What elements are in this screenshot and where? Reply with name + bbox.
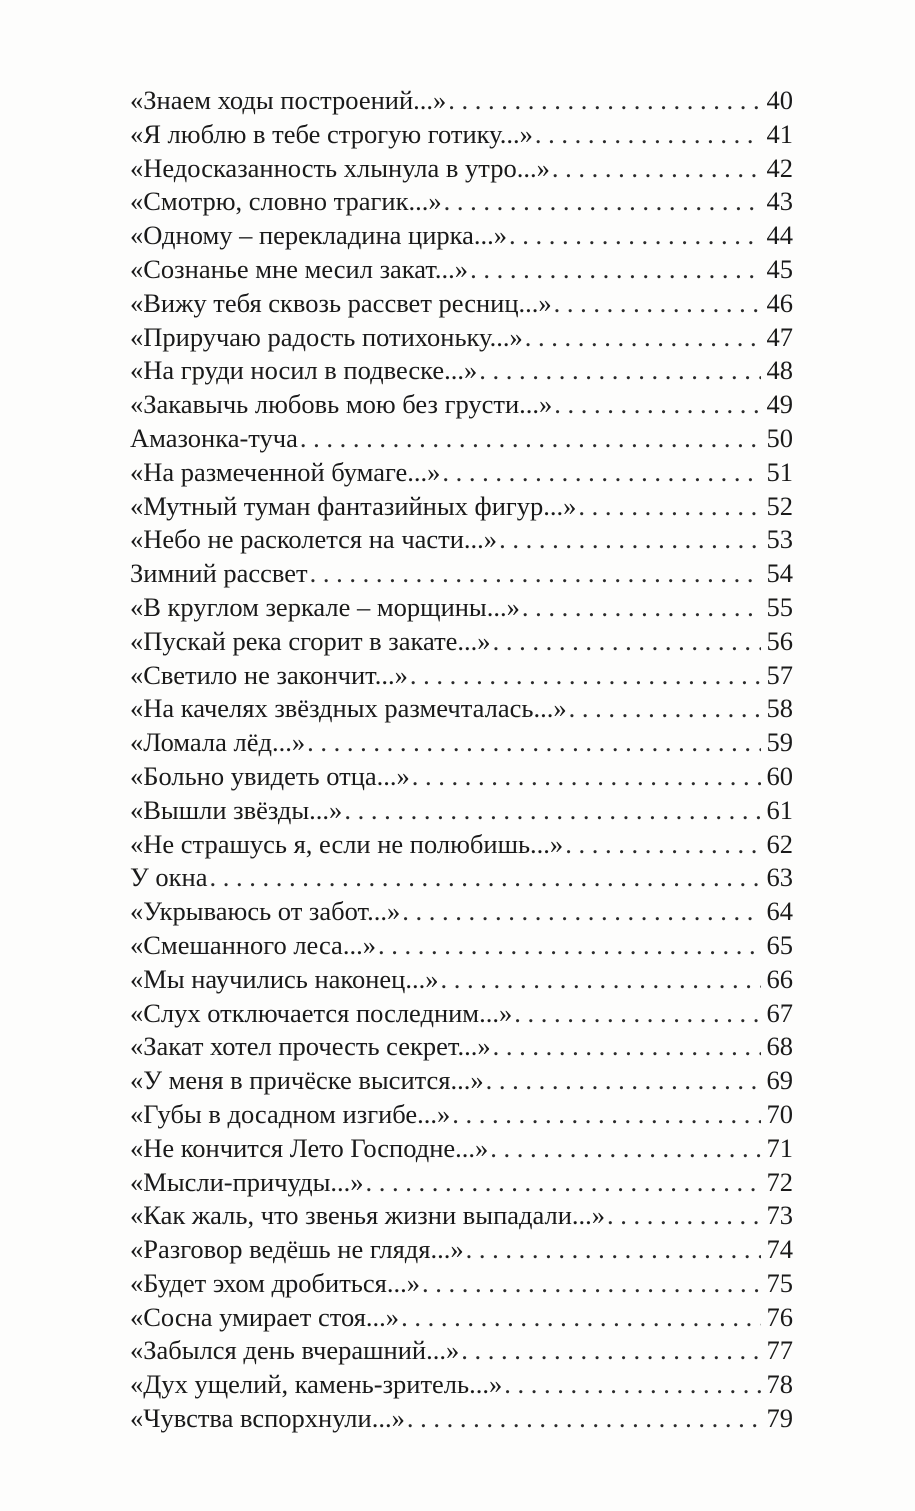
toc-entry-title: «На груди носил в подвеске...» bbox=[130, 355, 478, 386]
toc-entry-page-number: 43 bbox=[766, 186, 793, 217]
toc-entry-page-number: 54 bbox=[766, 558, 793, 589]
toc-entry-page-number: 52 bbox=[766, 490, 793, 521]
dot-leader bbox=[444, 185, 761, 219]
toc-entry-title: «Приручаю радость потихоньку...» bbox=[130, 321, 523, 352]
toc-entry bbox=[130, 185, 793, 219]
toc-entry-title: «Недосказанность хлынула в утро...» bbox=[130, 152, 550, 183]
toc-entry-title: «Сосна умирает стоя...» bbox=[130, 1301, 400, 1332]
toc-entry-title: «Небо не расколется на части...» bbox=[130, 524, 498, 555]
toc-entry bbox=[130, 1030, 793, 1064]
toc-entry-page-number: 61 bbox=[766, 794, 793, 825]
toc-entry-page-number: 58 bbox=[766, 693, 793, 724]
toc-entry-title: «Укрываюсь от забот...» bbox=[130, 896, 401, 927]
dot-leader bbox=[499, 523, 760, 557]
toc-entry bbox=[130, 1334, 793, 1368]
dot-leader bbox=[378, 929, 761, 963]
dot-leader bbox=[509, 219, 761, 253]
toc-entry-title: «Забылся день вчерашний...» bbox=[130, 1335, 460, 1366]
dot-leader bbox=[466, 1233, 761, 1267]
toc-entry-title: «Дух ущелий, камень-зритель...» bbox=[130, 1369, 503, 1400]
dot-leader bbox=[493, 1030, 761, 1064]
dot-leader bbox=[554, 388, 760, 422]
toc-entry-title: «Закавычь любовь мою без грусти...» bbox=[130, 389, 553, 420]
toc-entry bbox=[130, 456, 793, 490]
toc-entry bbox=[130, 1402, 793, 1436]
toc-entry bbox=[130, 422, 793, 456]
toc-entry-title: «Будет эхом дробиться...» bbox=[130, 1267, 420, 1298]
toc-entry-title: Зимний рассвет bbox=[130, 558, 308, 589]
toc-entry bbox=[130, 490, 793, 524]
toc-entry-page-number: 63 bbox=[766, 862, 793, 893]
toc-entry-page-number: 73 bbox=[766, 1200, 793, 1231]
toc-entry-title: «Не кончится Лето Господне...» bbox=[130, 1132, 489, 1163]
table-of-contents bbox=[130, 84, 793, 1436]
toc-entry-title: «Смешанного леса...» bbox=[130, 929, 376, 960]
toc-entry-title: «Не страшусь я, если не полюбишь...» bbox=[130, 828, 564, 859]
toc-entry bbox=[130, 963, 793, 997]
toc-entry-page-number: 67 bbox=[766, 997, 793, 1028]
toc-entry bbox=[130, 625, 793, 659]
toc-entry-page-number: 62 bbox=[766, 828, 793, 859]
toc-entry bbox=[130, 997, 793, 1031]
toc-entry-page-number: 42 bbox=[766, 152, 793, 183]
toc-entry-title: «Пускай река сгорит в закате...» bbox=[130, 625, 491, 656]
dot-leader bbox=[440, 963, 760, 997]
dot-leader bbox=[504, 1368, 760, 1402]
toc-entry-title: «Закат хотел прочесть секрет...» bbox=[130, 1031, 491, 1062]
dot-leader bbox=[554, 287, 761, 321]
dot-leader bbox=[310, 557, 761, 591]
dot-leader bbox=[412, 760, 761, 794]
toc-entry bbox=[130, 794, 793, 828]
toc-entry-title: «На размеченной бумаге...» bbox=[130, 456, 441, 487]
toc-entry-title: «Я люблю в тебе строгую готику...» bbox=[130, 118, 533, 149]
toc-entry-page-number: 56 bbox=[766, 625, 793, 656]
toc-entry bbox=[130, 1064, 793, 1098]
toc-entry bbox=[130, 557, 793, 591]
dot-leader bbox=[607, 1199, 760, 1233]
toc-entry-page-number: 79 bbox=[766, 1403, 793, 1434]
toc-entry bbox=[130, 388, 793, 422]
toc-entry bbox=[130, 692, 793, 726]
toc-entry-page-number: 66 bbox=[766, 963, 793, 994]
toc-entry-title: «Как жаль, что звенья жизни выпадали...» bbox=[130, 1200, 606, 1231]
toc-entry-page-number: 60 bbox=[766, 760, 793, 791]
dot-leader bbox=[402, 895, 760, 929]
toc-entry-page-number: 49 bbox=[766, 389, 793, 420]
toc-entry-page-number: 68 bbox=[766, 1031, 793, 1062]
toc-entry-page-number: 47 bbox=[766, 321, 793, 352]
toc-entry-title: Амазонка-туча bbox=[130, 422, 298, 453]
toc-entry-title: «Светило не закончит...» bbox=[130, 659, 408, 690]
toc-entry-title: «Чувства вспорхнули...» bbox=[130, 1403, 405, 1434]
dot-leader bbox=[490, 1132, 760, 1166]
toc-entry bbox=[130, 152, 793, 186]
toc-entry bbox=[130, 253, 793, 287]
dot-leader bbox=[407, 1402, 761, 1436]
toc-entry-title: «Одному – перекладина цирка...» bbox=[130, 220, 507, 251]
toc-entry bbox=[130, 219, 793, 253]
toc-entry-page-number: 55 bbox=[766, 591, 793, 622]
toc-entry-title: «У меня в причёске высится...» bbox=[130, 1065, 484, 1096]
toc-entry-page-number: 75 bbox=[766, 1267, 793, 1298]
toc-entry-title: «Мы научились наконец...» bbox=[130, 963, 439, 994]
toc-entry-title: «Знаем ходы построений...» bbox=[130, 85, 447, 115]
toc-entry-page-number: 53 bbox=[766, 524, 793, 555]
toc-entry-page-number: 50 bbox=[766, 422, 793, 453]
toc-entry-title: «Сознанье мне месил закат...» bbox=[130, 253, 469, 284]
toc-entry-title: «В круглом зеркале – морщины...» bbox=[130, 591, 520, 622]
toc-entry-title: «Вышли звёзды...» bbox=[130, 794, 343, 825]
toc-entry bbox=[130, 523, 793, 557]
toc-entry-title: «Смотрю, словно трагик...» bbox=[130, 186, 442, 217]
dot-leader bbox=[525, 321, 761, 355]
toc-entry-page-number: 70 bbox=[766, 1098, 793, 1129]
toc-entry bbox=[130, 287, 793, 321]
toc-entry-page-number: 48 bbox=[766, 355, 793, 386]
toc-entry bbox=[130, 659, 793, 693]
toc-entry-title: «На качелях звёздных размечталась...» bbox=[130, 693, 567, 724]
toc-entry-title: «Вижу тебя сквозь рассвет ресниц...» bbox=[130, 287, 552, 318]
toc-entry-page-number: 41 bbox=[766, 118, 793, 149]
toc-entry-page-number: 71 bbox=[766, 1132, 793, 1163]
toc-entry-title: «Больно увидеть отца...» bbox=[130, 760, 410, 791]
dot-leader bbox=[300, 422, 761, 456]
toc-entry-page-number: 44 bbox=[766, 220, 793, 251]
toc-entry bbox=[130, 1199, 793, 1233]
toc-entry-page-number: 51 bbox=[766, 456, 793, 487]
toc-entry-page-number: 40 bbox=[766, 85, 793, 115]
dot-leader bbox=[209, 861, 760, 895]
dot-leader bbox=[410, 659, 761, 693]
dot-leader bbox=[344, 794, 760, 828]
toc-entry-page-number: 57 bbox=[766, 659, 793, 690]
toc-entry-title: «Мутный туман фантазийных фигур...» bbox=[130, 490, 577, 521]
toc-entry-page-number: 65 bbox=[766, 929, 793, 960]
dot-leader bbox=[486, 1064, 761, 1098]
toc-entry-page-number: 46 bbox=[766, 287, 793, 318]
toc-entry bbox=[130, 354, 793, 388]
dot-leader bbox=[479, 354, 760, 388]
dot-leader bbox=[461, 1334, 760, 1368]
toc-entry-title: «Губы в досадном изгибе...» bbox=[130, 1098, 451, 1129]
toc-entry bbox=[130, 726, 793, 760]
toc-entry bbox=[130, 929, 793, 963]
dot-leader bbox=[535, 118, 761, 152]
toc-entry bbox=[130, 895, 793, 929]
toc-entry-title: У окна bbox=[130, 862, 208, 893]
toc-entry bbox=[130, 1301, 793, 1335]
toc-entry bbox=[130, 1233, 793, 1267]
dot-leader bbox=[307, 726, 760, 760]
toc-entry bbox=[130, 1368, 793, 1402]
dot-leader bbox=[514, 997, 760, 1031]
toc-entry bbox=[130, 1132, 793, 1166]
toc-entry-page-number: 64 bbox=[766, 896, 793, 927]
dot-leader bbox=[552, 152, 761, 186]
toc-entry bbox=[130, 1267, 793, 1301]
toc-entry-title: «Слух отключается последним...» bbox=[130, 997, 513, 1028]
dot-leader bbox=[422, 1267, 761, 1301]
toc-entry bbox=[130, 861, 793, 895]
toc-entry bbox=[130, 1098, 793, 1132]
toc-entry-title: «Мысли-причуды...» bbox=[130, 1166, 364, 1197]
toc-entry bbox=[130, 828, 793, 862]
toc-entry bbox=[130, 760, 793, 794]
toc-entry-title: «Разговор ведёшь не глядя...» bbox=[130, 1234, 464, 1265]
toc-entry-page-number: 74 bbox=[766, 1234, 793, 1265]
toc-entry bbox=[130, 118, 793, 152]
dot-leader bbox=[366, 1166, 761, 1200]
toc-entry bbox=[130, 84, 793, 118]
dot-leader bbox=[569, 692, 761, 726]
toc-entry-page-number: 76 bbox=[766, 1301, 793, 1332]
dot-leader bbox=[452, 1098, 760, 1132]
toc-entry bbox=[130, 1166, 793, 1200]
toc-entry-title: «Ломала лёд...» bbox=[130, 727, 306, 758]
dot-leader bbox=[493, 625, 761, 659]
dot-leader bbox=[442, 456, 760, 490]
dot-leader bbox=[401, 1301, 760, 1335]
toc-entry bbox=[130, 321, 793, 355]
toc-entry-page-number: 45 bbox=[766, 253, 793, 284]
dot-leader bbox=[470, 253, 760, 287]
dot-leader bbox=[522, 591, 761, 625]
dot-leader bbox=[578, 490, 760, 524]
toc-entry bbox=[130, 591, 793, 625]
dot-leader bbox=[565, 828, 760, 862]
toc-entry-page-number: 78 bbox=[766, 1369, 793, 1400]
dot-leader bbox=[448, 84, 760, 118]
toc-entry-page-number: 69 bbox=[766, 1065, 793, 1096]
toc-entry-page-number: 72 bbox=[766, 1166, 793, 1197]
toc-entry-page-number: 77 bbox=[766, 1335, 793, 1366]
toc-entry-page-number: 59 bbox=[766, 727, 793, 758]
